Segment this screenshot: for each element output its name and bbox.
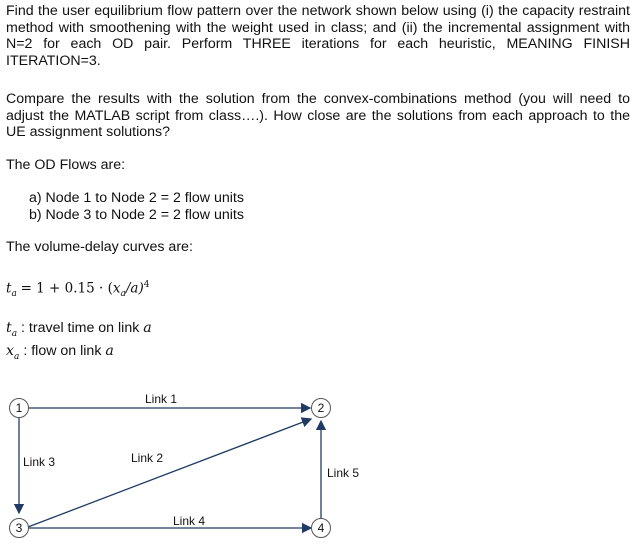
- network-diagram: [0, 385, 641, 547]
- node-3: [10, 519, 29, 538]
- flow-definition: $x_a$ : flow on link a: [6, 343, 114, 362]
- svg-text:3: 3: [15, 521, 23, 535]
- od-item-b: b) Node 3 to Node 2 = 2 flow units: [29, 207, 244, 223]
- link-4-label: Link 4: [173, 514, 206, 528]
- svg-text:2: 2: [317, 401, 325, 415]
- svg-text:1: 1: [15, 401, 23, 415]
- compare-paragraph: Compare the results with the solution from the convex-combinations method (you will need to adjust the MATLAB script from class….). How close are the solutions from each approach to the UE assignment solutions?: [6, 91, 630, 140]
- volume-delay-formula: $t_a = 1 + 0.15 \cdot (x_a/a)^4$: [6, 280, 150, 300]
- svg-text:4: 4: [317, 521, 325, 535]
- node-2: [312, 399, 331, 418]
- node-1: [10, 399, 29, 418]
- link-1-label: Link 1: [145, 392, 178, 406]
- link-2-label: Link 2: [131, 451, 164, 465]
- volume-delay-title: The volume-delay curves are:: [6, 239, 193, 255]
- link-3-label: Link 3: [23, 455, 56, 469]
- intro-paragraph: Find the user equilibrium flow pattern over the network shown below using (i) the capacity restraint method with smoothening with the weight used in class; and (ii) the incremental assignment with N=2 for each OD pair. Perform THREE iterations for each heuristic, MEANING FINISH ITERATION=3.: [6, 3, 630, 69]
- node-4: [312, 519, 331, 538]
- od-item-a: a) Node 1 to Node 2 = 2 flow units: [29, 190, 244, 206]
- link-5-label: Link 5: [327, 466, 360, 480]
- od-flows-title: The OD Flows are:: [6, 157, 126, 173]
- link-2-line: [28, 419, 311, 527]
- travel-time-definition: $t_a$ : travel time on link a: [6, 320, 152, 339]
